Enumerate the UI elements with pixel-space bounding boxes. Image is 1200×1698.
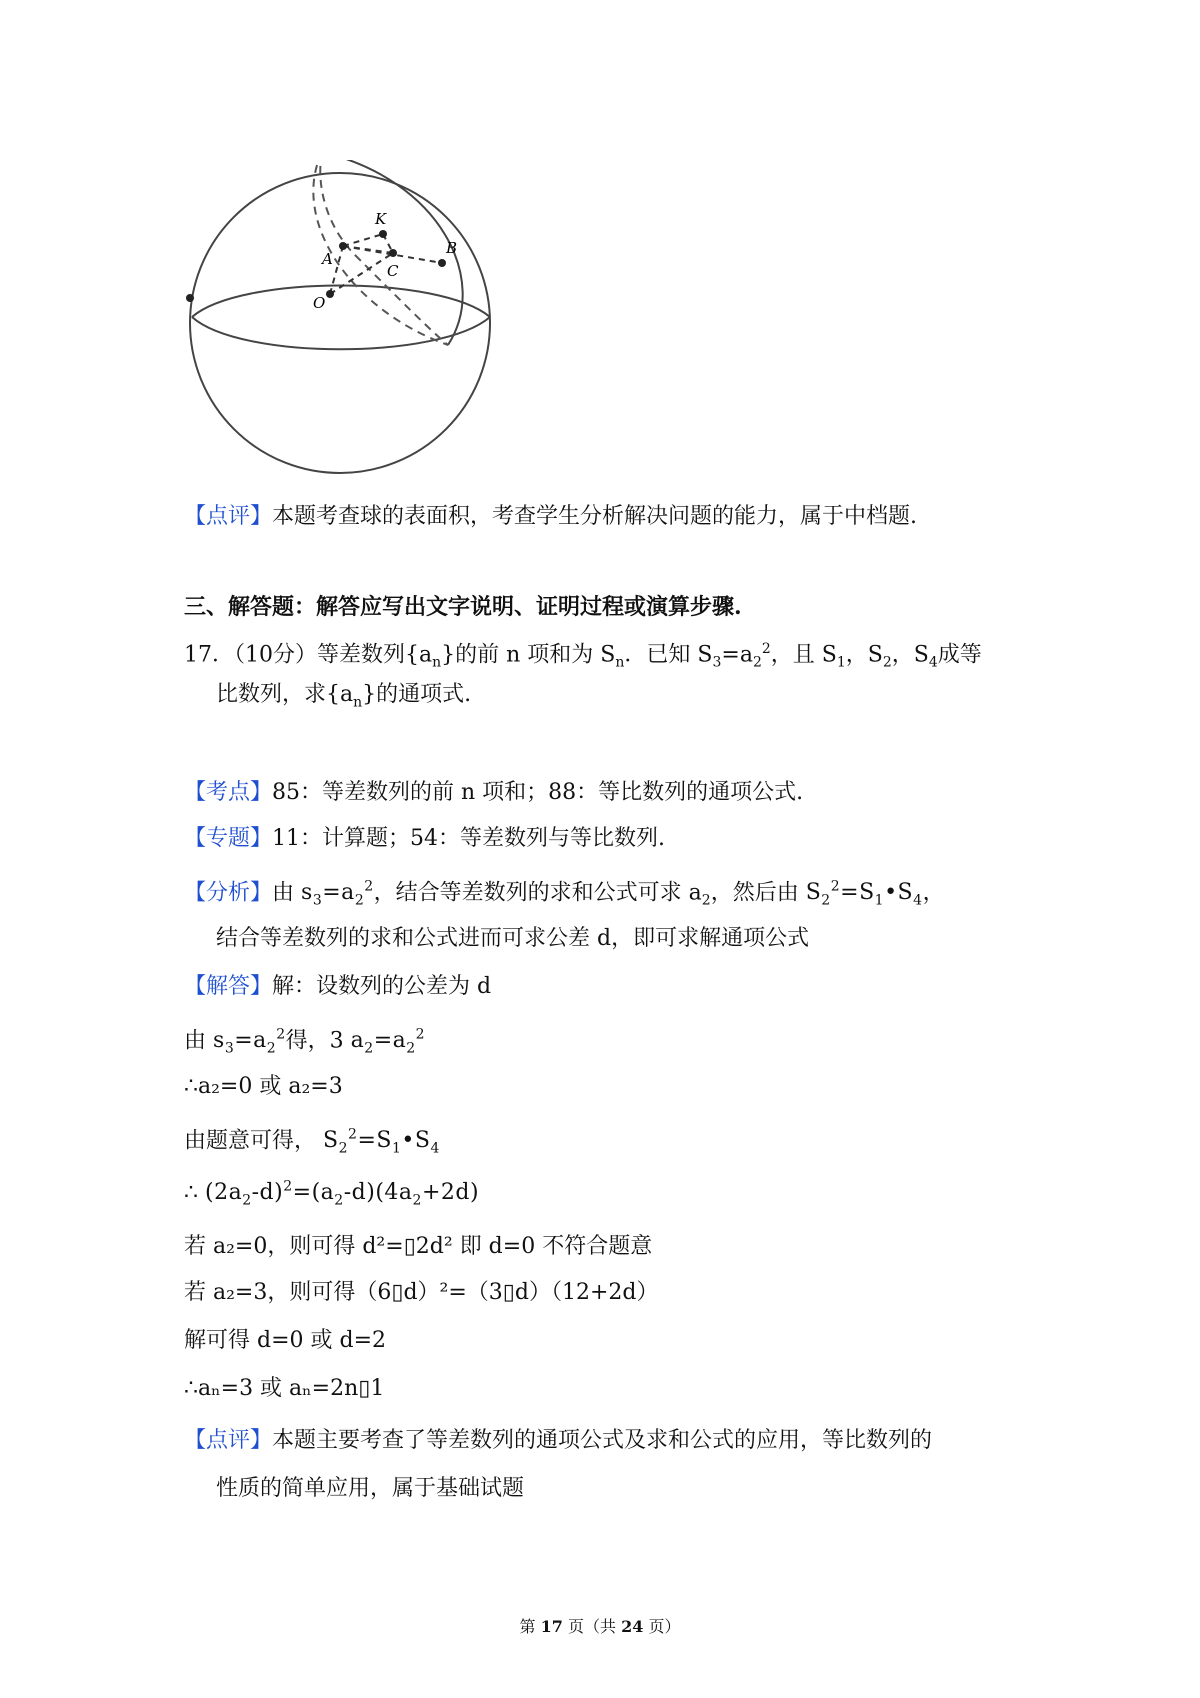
kaodian-text: 85：等差数列的前 n 项和；88：等比数列的通项公式. [272,780,804,805]
segment-ak [343,234,383,246]
step-3 [184,1120,440,1164]
equator-back [192,286,490,318]
review-2-line-2 [216,1474,524,1504]
footer-total: 24 [621,1617,644,1636]
review-text: 本题考查球的表面积，考查学生分析解决问题的能力，属于中档题. [272,504,918,529]
step-5 [184,1232,652,1262]
footer-page: 17 [540,1617,563,1636]
footer-post: 页） [643,1617,681,1636]
formula-s3: $s_3=a_2^2$ [301,879,374,909]
q17-text-8: 成等 [937,642,982,668]
step-3-formula: $S_2^2=S_1•S_4$ [323,1127,440,1157]
point-a [339,242,347,250]
jieda [184,972,491,1002]
jieda-text: 解：设数列的公差为 d [272,974,492,999]
zhuanti-tag: 【专题】 [184,826,273,851]
fenxi-tag: 【分析】 [184,880,273,906]
step-6-text: 若 a₂=3，则可得（6▯d）²=（3▯d）（12+2d） [184,1280,659,1305]
fenxi-text-4: 结合等差数列的求和公式进而可求公差 d，即可求解通项公式 [216,926,810,951]
jieda-tag: 【解答】 [184,974,273,999]
formula-s2: $S_2^2=S_1•S_4$ [805,879,923,909]
fenxi-text-1: 由 [272,880,295,906]
kaodian-tag: 【考点】 [184,780,273,805]
review-2-tag: 【点评】 [184,1428,273,1453]
q17-text-5: ，且 S [770,642,837,668]
zhuanti-text: 11：计算题；54：等差数列与等比数列. [272,826,665,851]
step-1-formula: $s_3=a_2^2$ [213,1027,286,1057]
q17-text-6: ，S [845,642,883,668]
page-footer [0,1614,1200,1637]
review-2-line-1 [184,1426,932,1456]
step-1-mid: 得，3 [285,1028,344,1054]
review-tag: 【点评】 [184,504,273,529]
q17-text-2: }的前 n 项和为 S [441,642,616,668]
review-2-text-1: 本题主要考查了等差数列的通项公式及求和公式的应用，等比数列的 [272,1428,933,1453]
step-8 [184,1374,384,1404]
zhuanti [184,824,665,854]
question-17-line-1: 17．（10分）等差数列$\{a_n\}$的前 n 项和为 $S_n$．已知 $S_3=a_2^2$，且 $S_1$，$S_2$，$S_4$成等 [184,641,982,671]
step-1 [184,1020,425,1064]
point-left [186,294,194,302]
review-1 [184,502,917,532]
step-6 [184,1278,659,1308]
footer-mid: 页（共 [562,1617,622,1636]
review-2-text-2: 性质的简单应用，属于基础试题 [216,1476,525,1501]
step-7-text: 解可得 d=0 或 d=2 [184,1328,387,1353]
section-3-text: 三、解答题：解答应写出文字说明、证明过程或演算步骤. [184,594,742,620]
q17-text-7: ，S [891,642,929,668]
label-k: K [375,210,387,228]
footer-pre: 第 [519,1617,541,1636]
label-a: A [322,250,333,268]
label-o: O [313,294,326,312]
section-3-heading [184,592,742,622]
point-o [326,290,334,298]
point-b [438,259,446,267]
step-8-text: ∴aₙ=3 或 aₙ=2n▯1 [184,1376,385,1401]
step-7 [184,1326,386,1356]
sphere-figure [180,160,520,485]
step-5-text: 若 a₂=0，则可得 d²=▯2d² 即 d=0 不符合题意 [184,1234,653,1259]
step-4-prefix: ∴ [184,1180,198,1206]
q17-text-4: =a [721,642,753,668]
q17-text-3: ．已知 S [624,642,713,668]
label-c: C [387,262,399,280]
kaodian [184,778,803,808]
step-1-pre: 由 [184,1028,207,1054]
fenxi-line-2 [216,924,809,954]
step-1-formula-2: $a_2=a_2^2$ [350,1027,426,1057]
step-2-text: ∴a₂=0 或 a₂=3 [184,1074,343,1099]
fenxi-text-3: ，然后由 [710,880,799,906]
q17-text-1: 17．（10分）等差数列{a [184,642,433,668]
point-c [389,249,397,257]
q17-text-9: 比数列，求{a [216,682,354,707]
sphere-outline [190,173,490,473]
point-k [379,230,387,238]
question-17-line-2: 比数列，求$\{a_n\}$的通项式. [216,682,472,711]
step-3-text: 由题意可得， [184,1128,317,1154]
label-b: B [446,239,458,257]
step-4-formula: $(2a_2-d)^2=(a_2-d)(4a_2+2d)$ [205,1179,480,1209]
fenxi-line-1: 【分析】由 $s_3=a_2^2$，结合等差数列的求和公式可求 $a_2$，然后由 $S_2^2=S_1•S_4$， [184,879,945,909]
fenxi-text-2: ，结合等差数列的求和公式可求 a [373,880,702,906]
step-4 [184,1172,479,1216]
step-2 [184,1072,343,1102]
q17-text-10: }的通项式. [362,682,472,707]
